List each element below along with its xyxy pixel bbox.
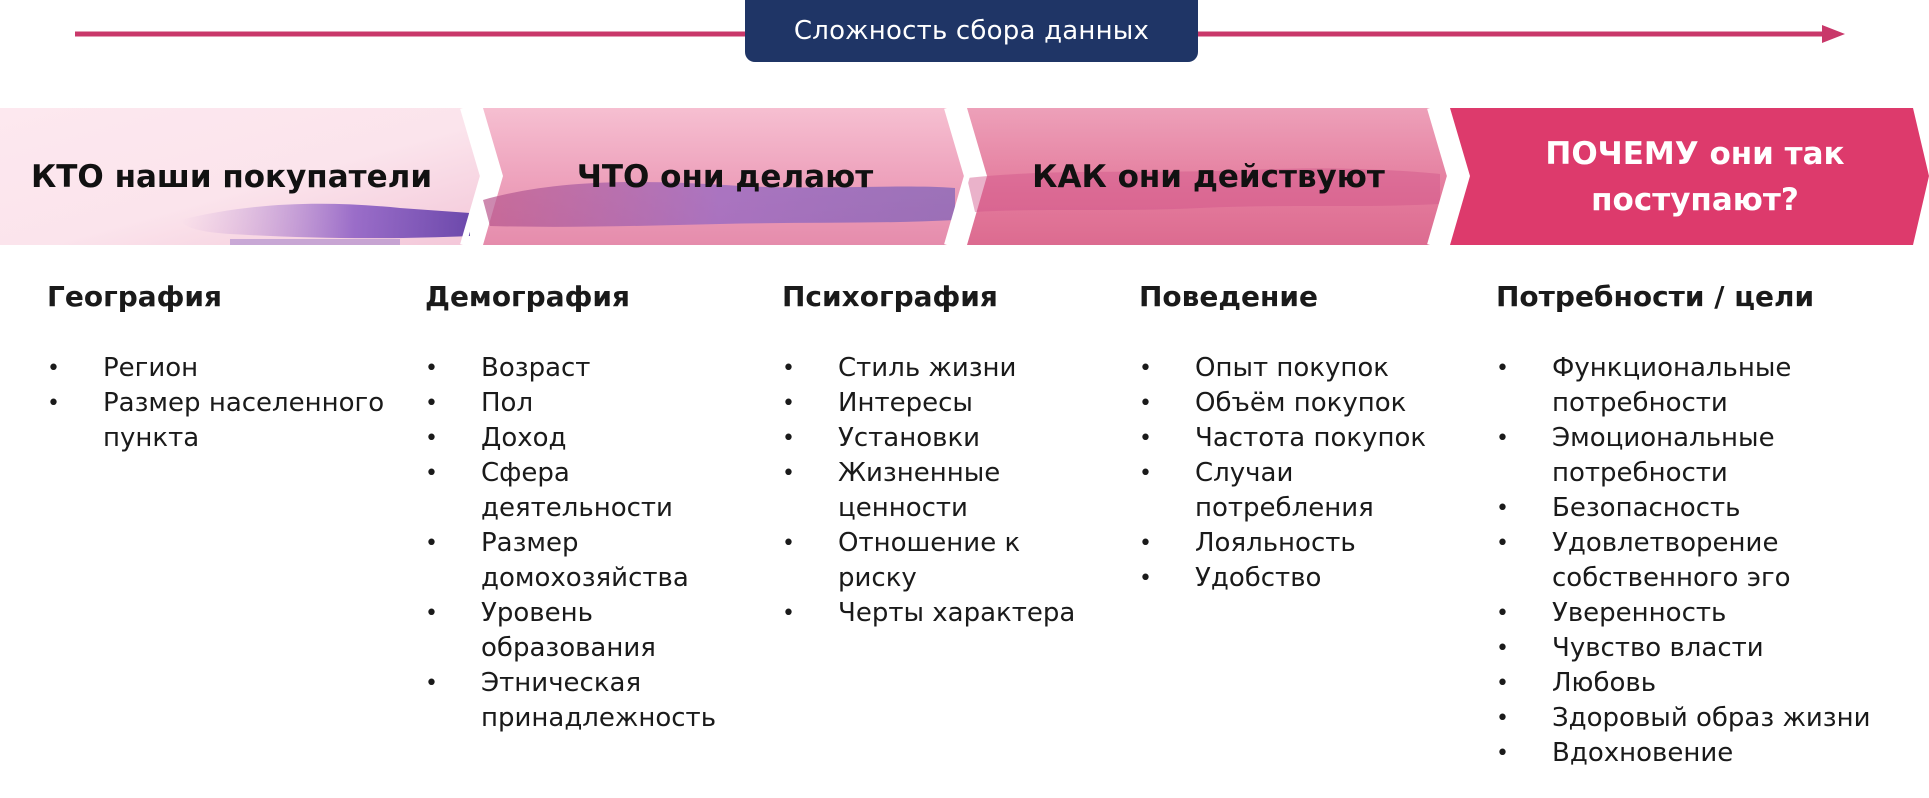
list-item: • Регион [47, 351, 392, 386]
list-item: • Чувство власти [1496, 631, 1906, 666]
arrow-head [1822, 25, 1845, 43]
list-item: • Частота покупок [1139, 421, 1454, 456]
list-item: • Размер домохозяйства [425, 526, 735, 596]
column-geography [47, 280, 392, 456]
bullet-list [1139, 351, 1454, 596]
list-item: • Сфера деятельности [425, 456, 735, 526]
list-item: • Удобство [1139, 561, 1454, 596]
list-item: • Отношение к риску [782, 526, 1092, 596]
column-title: Демография [425, 280, 630, 313]
column-needs [1496, 280, 1906, 771]
list-item: • Стиль жизни [782, 351, 1092, 386]
list-item: • Уверенность [1496, 596, 1906, 631]
list-item: • Опыт покупок [1139, 351, 1454, 386]
stage-4-label: ПОЧЕМУ они так поступают? [1545, 135, 1845, 218]
column-title: Психография [782, 280, 998, 313]
bullet-list [1496, 351, 1906, 771]
list-item: • Размер населенного пункта [47, 386, 392, 456]
list-item: • Здоровый образ жизни [1496, 701, 1906, 736]
list-item: • Этническая принадлежность [425, 666, 735, 736]
list-item: • Пол [425, 386, 735, 421]
list-item: • Лояльность [1139, 526, 1454, 561]
list-item: • Установки [782, 421, 1092, 456]
bullet-list [425, 351, 735, 736]
list-item: • Вдохновение [1496, 736, 1906, 771]
bullet-list [782, 351, 1092, 631]
complexity-badge: Сложность сбора данных [745, 0, 1198, 62]
bullet-list [47, 351, 392, 456]
column-psychography [782, 280, 1092, 631]
list-item: • Безопасность [1496, 491, 1906, 526]
list-item: • Объём покупок [1139, 386, 1454, 421]
stage-2-label: ЧТО они делают [576, 158, 874, 195]
list-item: • Эмоциональные потребности [1496, 421, 1906, 491]
list-item: • Возраст [425, 351, 735, 386]
list-item: • Интересы [782, 386, 1092, 421]
column-title: Потребности / цели [1496, 280, 1815, 313]
column-title: География [47, 280, 223, 313]
column-demography [425, 280, 735, 736]
column-title: Поведение [1139, 280, 1318, 313]
list-item: • Жизненные ценности [782, 456, 1092, 526]
stage-3-label: КАК они действуют [1032, 158, 1385, 195]
list-item: • Функциональные потребности [1496, 351, 1906, 421]
list-item: • Доход [425, 421, 735, 456]
list-item: • Удовлетворение собственного эго [1496, 526, 1906, 596]
list-item: • Уровень образования [425, 596, 735, 666]
list-item: • Любовь [1496, 666, 1906, 701]
list-item: • Случаи потребления [1139, 456, 1454, 526]
list-item: • Черты характера [782, 596, 1092, 631]
column-behavior [1139, 280, 1454, 596]
stage-1-label: КТО наши покупатели [30, 158, 433, 195]
